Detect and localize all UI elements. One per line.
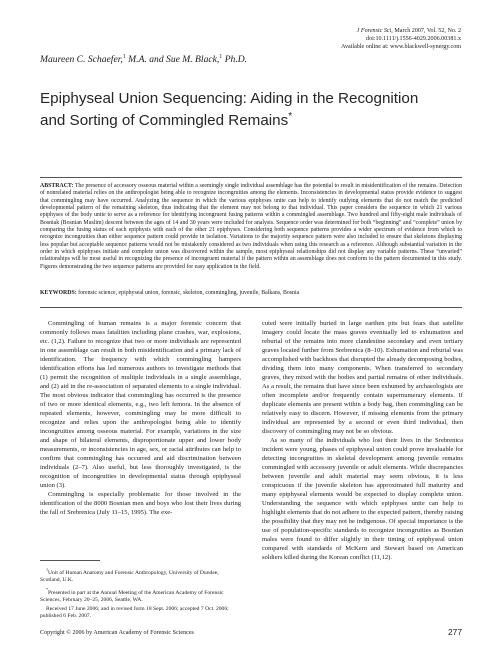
- abstract-top-rule: [40, 177, 462, 178]
- journal-availability: Available online at: www.blackwell-synergy.com: [341, 44, 461, 51]
- title-footnote-mark: *: [288, 111, 293, 123]
- body-paragraph: cuted were initially buried in large earthen pits but fears that satellite imagery could locate the mass graves eventually led to exhumation and reburial of the remains into more clandestine secondary and even tertiary graves located further from Srebrenica (8–10). Exhumation and reburial was accomplished with backhoes that disrupted the already decomposing bodies, dividing them into many components. When transferred to secondary graves, they mixed with the bodies and partial remains of other individuals. As a result, the remains that have since been exhumed by archaeologists are often incomplete and/or frequently contain supernumerary elements. If duplicate elements are present within a body bag, then commingling can be relatively easy to discern. However, if missing elements from the primary individual are represented by a second or even third individual, then discovery of commingling may not be so obvious.: [262, 320, 463, 435]
- abstract-label: ABSTRACT:: [40, 183, 74, 189]
- paper-title: [40, 90, 430, 130]
- author-affiliation-mark-2: 1: [219, 54, 223, 60]
- body-paragraph: As so many of the individuals who lost their lives in the Srebrenica incident were young, phases of epiphyseal union could prove invaluable for detecting incongruities in skeletal development among juvenile remains commingled with accessory juvenile or adult elements. While discrepancies between juvenile and adult material may seem obvious, it is less conspicuous if the juvenile skeleton has approximated full maturity and many epiphyseal elements would be expected to display complete union. Understanding the sequence with which epiphyses unite can help to highlight elements that do not adhere to the expected pattern, thereby raising the possibility that they may not be indigenous. Of special importance is the use of population-specific standards to recognize incongruities as Bosnian males were found to differ slightly in their timing of epiphyseal union compared with standards of McKern and Stewart based on American soldiers killed during the Korean conflict (11,12).: [262, 437, 463, 561]
- abstract-text: The presence of accessory osseous material within a seemingly single individual assemblage has the potential to result in misidentification of the remains. Detection of nonrelated material relies on the anthropologist being able to recognize incongruities among the elements. Inconsistencies in developmental status provide evidence to suggest that commingling may have occurred. Analyzing the sequence in which the various epiphyses unite can help to identify outlying elements that do not match the predicted developmental pattern of the remaining skeleton, thus indicating that the element may not belong to that individual. This paper considers the sequence in which 21 various epiphyses of the body unite to serve as a reference for identifying incongruent fusing patterns within a commingled assemblage. Two hundred and fifty-eight male individuals of Bosniak (Bosnian Muslim) descent between the ages of 14 and 30 years were included for analysis. Sequence order was determined for both “beginning” and “complete” union by comparing the fusing status of each epiphysis with each of the other 21 epiphyses. Considering both sequence patterns provides a wider spectrum of evidence from which to recognize incongruities than either sequence pattern could provide in isolation. Variations to the majority sequence pattern were also included to ensure that skeletons displaying less popular but acceptable sequence patterns would not be mistakenly considered as two individuals when using this research as a reference. Although substantial variation in the order in which epiphyses initiate and complete union was discovered within the sample, most epiphyseal relationships did not display any variable patterns. These “unvaried” relationships will be most useful in recognizing the presence of incongruent material if the pattern within an assemblage does not conform to the pattern documented in this study. Figures demonstrating the two sequence patterns are provided for easy application in the field.: [40, 183, 462, 270]
- author-degree-and-name-2: M.A. and Sue M. Black,: [125, 54, 220, 66]
- body-top-rule: [40, 307, 462, 308]
- footnote-mark: 1: [46, 567, 48, 572]
- journal-header: [341, 27, 461, 51]
- journal-doi: doi:10.1111/j.1556-4029.2006.00381.x: [366, 36, 461, 43]
- body-paragraph: Commingling of human remains is a major forensic concern that commonly follows mass fatalities including plane crashes, war, explosions, etc. (1,2). Failure to recognize that two or more individuals are represented in one assemblage can result in both misidentification and a primary lack of identification. The frequency with which commingling hampers identification efforts has led numerous authors to investigate methods that (1) permit the recognition of multiple individuals in a single assemblage, and (2) aid in the re-association of separated elements to a single individual. The most obvious indicator that commingling has occurred is the presence of two or more identical elements, e.g., two left femora. In the absence of repeated elements, however, commingling may be more difficult to recognize and relies upon the anthropologist being able to identify incongruities among osseous material. For example, variations in the size and shape of bilateral elements, disproportionate upper and lower body measurements, or inconsistencies in age, sex, or racial attributes can help to confirm that commingling has occurred and aid discrimination between individuals (2–7). Also useful, but less thoroughly investigated, is the recognition of incongruities in developmental status through epiphyseal union (3).: [40, 320, 241, 489]
- keywords: [40, 290, 462, 297]
- footnote-received: Received 17 June 2006; and in revised form 18 Sept. 2006; accepted 7 Oct. 2006; published 6 Feb. 2007.: [40, 605, 229, 619]
- author-affiliation-mark-1: 1: [122, 54, 126, 60]
- footnote-affiliation: [40, 566, 241, 584]
- footnote-presentation: [40, 586, 241, 604]
- footnote-rule: [40, 560, 100, 561]
- page-number: 277: [448, 627, 462, 637]
- author-name-1: Maureen C. Schaefer,: [40, 54, 123, 66]
- author-line: [40, 54, 247, 65]
- footnote-text: Presented in part at the Annual Meeting of the American Academy of Forensic Sciences, February 20–25, 2006, Seattle, WA.: [40, 589, 224, 603]
- paper-title-text: Epiphyseal Union Sequencing: Aiding in the Recognition and Sorting of Commingled Remains: [40, 90, 419, 130]
- body-column-right: [262, 319, 463, 562]
- body-column-left: [40, 319, 241, 517]
- footnote-text: Unit of Human Anatomy and Forensic Anthropology, University of Dundee, Scotland, U.K.: [40, 569, 219, 584]
- body-paragraph: Commingling is especially problematic for those involved in the identification of the 8000 Bosnian men and boys who lost their lives during the fall of Srebrenica (July 11–15, 1995). The exe-: [40, 491, 241, 516]
- journal-issue: March 2007, Vol. 52, No. 2: [394, 28, 461, 34]
- footnote-mark: *: [46, 586, 48, 592]
- copyright-notice: Copyright © 2006 by American Academy of Forensic Sciences: [40, 630, 194, 636]
- author-degree-2: Ph.D.: [222, 54, 248, 66]
- keywords-label: KEYWORDS:: [40, 290, 77, 296]
- keywords-text: forensic science, epiphyseal union, forensic, skeleton, commingling, juvenile, Balkans, Bosnia: [76, 290, 300, 296]
- journal-name: J Forensic Sci,: [356, 28, 393, 34]
- abstract: [40, 183, 462, 271]
- footnotes: [40, 566, 241, 621]
